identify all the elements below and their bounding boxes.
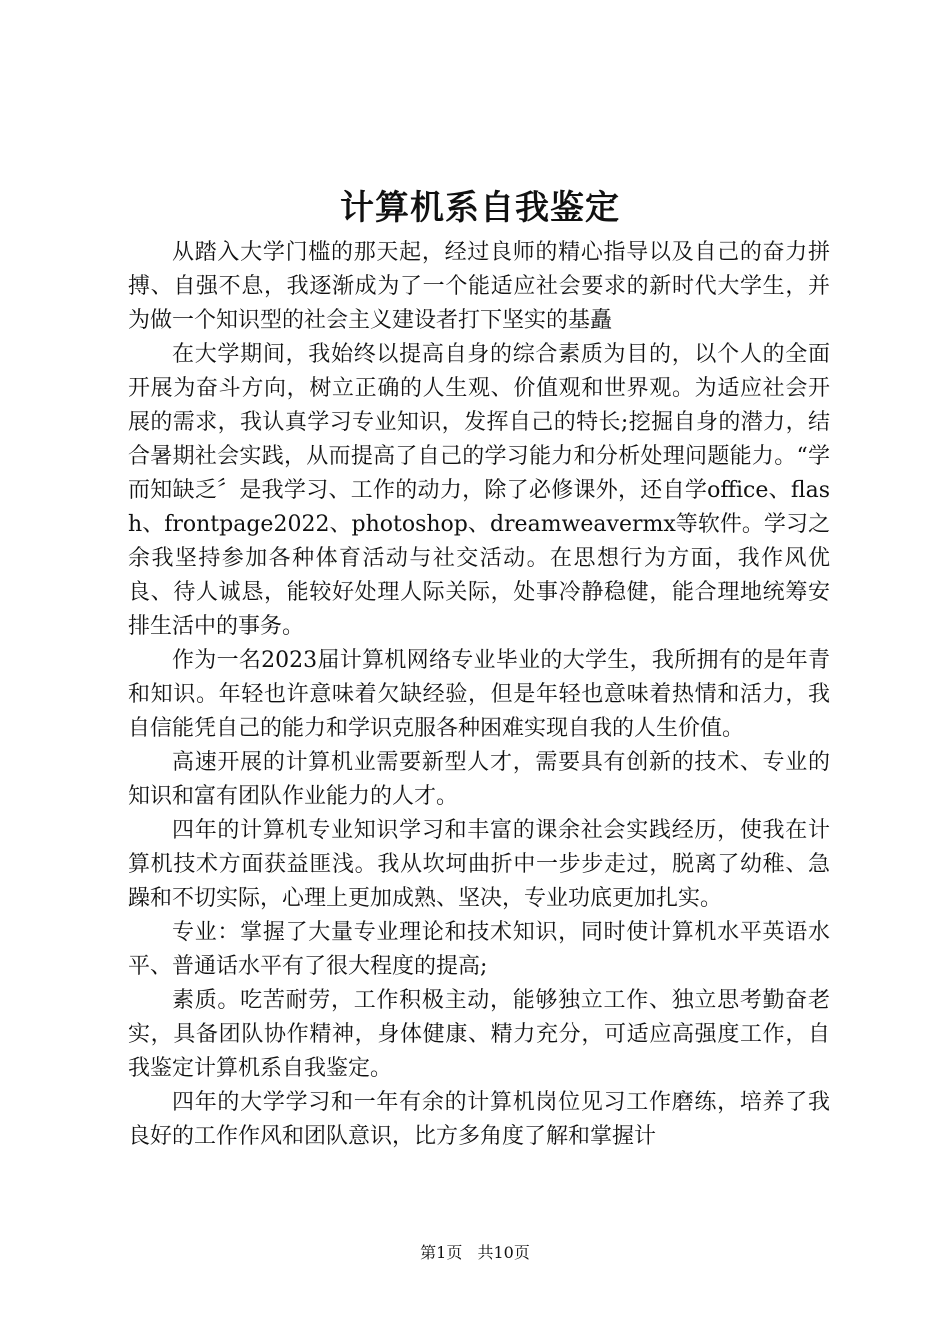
paragraph: 高速开展的计算机业需要新型人才，需要具有创新的技术、专业的知识和富有团队作业能力的人才。 <box>128 750 830 809</box>
page-footer <box>0 1242 950 1264</box>
document-body <box>128 236 830 1154</box>
page-number: 第1页 <box>420 1243 463 1262</box>
paragraph: 在大学期间，我始终以提高自身的综合素质为目的，以个人的全面开展为奋斗方向，树立正确的人生观、价值观和世界观。为适应社会开展的需求，我认真学习专业知识，发挥自己的特长;挖掘自身的潜力，结合暑期社会实践，从而提高了自己的学习能力和分析处理问题能力。“学而知缺乏〞是我学习、工作的动力，除了必修课外，还自学office、flash、frontpage2022、photoshop、dreamweavermx等软件。学习之余我坚持参加各种体育活动与社交活动。在思想行为方面，我作风优良、待人诚恳，能较好处理人际关际，处事冷静稳健，能合理地统筹安排生活中的事务。 <box>128 342 830 639</box>
paragraph: 从踏入大学门槛的那天起，经过良师的精心指导以及自己的奋力拼搏、自强不息，我逐渐成为了一个能适应社会要求的新时代大学生，并为做一个知识型的社会主义建设者打下坚实的基矗 <box>128 240 830 333</box>
paragraph: 专业：掌握了大量专业理论和技术知识，同时使计算机水平英语水平、普通话水平有了很大程度的提高; <box>128 920 830 979</box>
paragraph: 四年的计算机专业知识学习和丰富的课余社会实践经历，使我在计算机技术方面获益匪浅。我从坎坷曲折中一步步走过，脱离了幼稚、急躁和不切实际，心理上更加成熟、坚决，专业功底更加扎实。 <box>128 818 830 911</box>
page-total: 共10页 <box>477 1243 530 1262</box>
paragraph: 四年的大学学习和一年有余的计算机岗位见习工作磨练，培养了我良好的工作作风和团队意识，比方多角度了解和掌握计 <box>128 1090 830 1149</box>
document-title: 计算机系自我鉴定 <box>340 188 620 228</box>
paragraph: 素质。吃苦耐劳，工作积极主动，能够独立工作、独立思考勤奋老实，具备团队协作精神，身体健康、精力充分，可适应高强度工作，自我鉴定计算机系自我鉴定。 <box>128 988 830 1081</box>
paragraph: 作为一名2023届计算机网络专业毕业的大学生，我所拥有的是年青和知识。年轻也许意味着欠缺经验，但是年轻也意味着热情和活力，我自信能凭自己的能力和学识克服各种困难实现自我的人生价值。 <box>128 648 830 741</box>
